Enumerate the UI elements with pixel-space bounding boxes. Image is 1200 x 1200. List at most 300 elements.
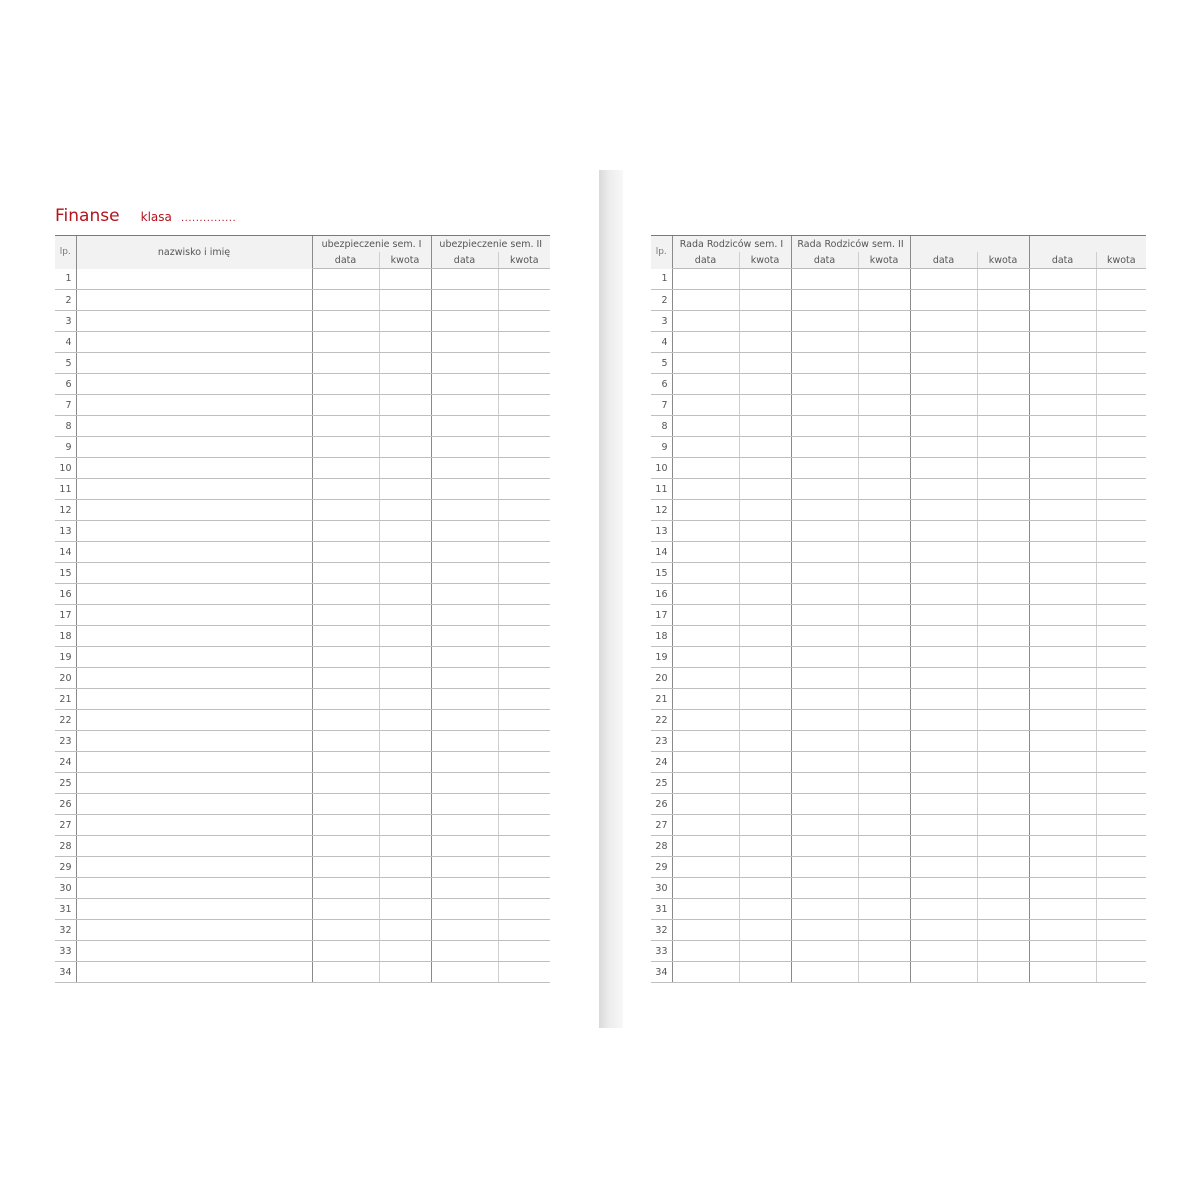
date-cell[interactable]: [791, 752, 858, 773]
date-cell[interactable]: [431, 920, 498, 941]
amount-cell[interactable]: [977, 836, 1029, 857]
date-cell[interactable]: [312, 668, 379, 689]
date-cell[interactable]: [672, 563, 739, 584]
amount-cell[interactable]: [739, 941, 791, 962]
amount-cell[interactable]: [739, 437, 791, 458]
name-cell[interactable]: [76, 668, 312, 689]
date-cell[interactable]: [431, 416, 498, 437]
amount-cell[interactable]: [379, 437, 431, 458]
date-cell[interactable]: [431, 458, 498, 479]
date-cell[interactable]: [312, 899, 379, 920]
amount-cell[interactable]: [977, 311, 1029, 332]
date-cell[interactable]: [910, 521, 977, 542]
amount-cell[interactable]: [1096, 437, 1146, 458]
date-cell[interactable]: [312, 941, 379, 962]
amount-cell[interactable]: [379, 962, 431, 983]
date-cell[interactable]: [431, 290, 498, 311]
date-cell[interactable]: [791, 290, 858, 311]
amount-cell[interactable]: [379, 689, 431, 710]
date-cell[interactable]: [910, 395, 977, 416]
date-cell[interactable]: [431, 563, 498, 584]
amount-cell[interactable]: [1096, 311, 1146, 332]
amount-cell[interactable]: [498, 857, 550, 878]
amount-cell[interactable]: [1096, 857, 1146, 878]
amount-cell[interactable]: [379, 668, 431, 689]
date-cell[interactable]: [672, 731, 739, 752]
amount-cell[interactable]: [498, 626, 550, 647]
date-cell[interactable]: [312, 920, 379, 941]
date-cell[interactable]: [1029, 878, 1096, 899]
date-cell[interactable]: [791, 542, 858, 563]
amount-cell[interactable]: [1096, 584, 1146, 605]
date-cell[interactable]: [1029, 920, 1096, 941]
date-cell[interactable]: [431, 752, 498, 773]
amount-cell[interactable]: [739, 374, 791, 395]
amount-cell[interactable]: [858, 815, 910, 836]
amount-cell[interactable]: [977, 416, 1029, 437]
date-cell[interactable]: [910, 920, 977, 941]
date-cell[interactable]: [672, 605, 739, 626]
amount-cell[interactable]: [1096, 458, 1146, 479]
date-cell[interactable]: [672, 458, 739, 479]
amount-cell[interactable]: [1096, 773, 1146, 794]
date-cell[interactable]: [791, 731, 858, 752]
date-cell[interactable]: [672, 962, 739, 983]
date-cell[interactable]: [910, 269, 977, 290]
date-cell[interactable]: [1029, 311, 1096, 332]
date-cell[interactable]: [431, 584, 498, 605]
name-cell[interactable]: [76, 353, 312, 374]
amount-cell[interactable]: [977, 605, 1029, 626]
date-cell[interactable]: [672, 311, 739, 332]
amount-cell[interactable]: [977, 479, 1029, 500]
amount-cell[interactable]: [498, 458, 550, 479]
date-cell[interactable]: [791, 962, 858, 983]
name-cell[interactable]: [76, 437, 312, 458]
amount-cell[interactable]: [858, 710, 910, 731]
amount-cell[interactable]: [1096, 794, 1146, 815]
name-cell[interactable]: [76, 395, 312, 416]
date-cell[interactable]: [431, 815, 498, 836]
date-cell[interactable]: [791, 689, 858, 710]
amount-cell[interactable]: [498, 794, 550, 815]
amount-cell[interactable]: [1096, 626, 1146, 647]
date-cell[interactable]: [672, 794, 739, 815]
amount-cell[interactable]: [1096, 941, 1146, 962]
amount-cell[interactable]: [1096, 668, 1146, 689]
date-cell[interactable]: [672, 395, 739, 416]
date-cell[interactable]: [791, 920, 858, 941]
date-cell[interactable]: [672, 332, 739, 353]
amount-cell[interactable]: [977, 794, 1029, 815]
date-cell[interactable]: [1029, 437, 1096, 458]
date-cell[interactable]: [910, 815, 977, 836]
amount-cell[interactable]: [858, 857, 910, 878]
date-cell[interactable]: [312, 689, 379, 710]
amount-cell[interactable]: [739, 458, 791, 479]
date-cell[interactable]: [312, 626, 379, 647]
date-cell[interactable]: [1029, 815, 1096, 836]
amount-cell[interactable]: [1096, 731, 1146, 752]
amount-cell[interactable]: [498, 899, 550, 920]
amount-cell[interactable]: [739, 563, 791, 584]
amount-cell[interactable]: [1096, 962, 1146, 983]
amount-cell[interactable]: [379, 773, 431, 794]
amount-cell[interactable]: [858, 437, 910, 458]
name-cell[interactable]: [76, 584, 312, 605]
date-cell[interactable]: [791, 458, 858, 479]
amount-cell[interactable]: [498, 542, 550, 563]
date-cell[interactable]: [672, 836, 739, 857]
name-cell[interactable]: [76, 311, 312, 332]
date-cell[interactable]: [431, 605, 498, 626]
amount-cell[interactable]: [379, 647, 431, 668]
amount-cell[interactable]: [379, 857, 431, 878]
date-cell[interactable]: [1029, 689, 1096, 710]
date-cell[interactable]: [910, 626, 977, 647]
amount-cell[interactable]: [858, 584, 910, 605]
date-cell[interactable]: [910, 479, 977, 500]
amount-cell[interactable]: [498, 416, 550, 437]
amount-cell[interactable]: [379, 311, 431, 332]
name-cell[interactable]: [76, 542, 312, 563]
date-cell[interactable]: [431, 479, 498, 500]
amount-cell[interactable]: [1096, 353, 1146, 374]
amount-cell[interactable]: [1096, 500, 1146, 521]
amount-cell[interactable]: [977, 290, 1029, 311]
amount-cell[interactable]: [739, 626, 791, 647]
date-cell[interactable]: [431, 542, 498, 563]
amount-cell[interactable]: [1096, 542, 1146, 563]
date-cell[interactable]: [1029, 458, 1096, 479]
date-cell[interactable]: [312, 962, 379, 983]
date-cell[interactable]: [312, 290, 379, 311]
amount-cell[interactable]: [977, 878, 1029, 899]
amount-cell[interactable]: [498, 353, 550, 374]
date-cell[interactable]: [1029, 395, 1096, 416]
date-cell[interactable]: [791, 479, 858, 500]
date-cell[interactable]: [1029, 857, 1096, 878]
amount-cell[interactable]: [498, 584, 550, 605]
date-cell[interactable]: [1029, 794, 1096, 815]
amount-cell[interactable]: [379, 836, 431, 857]
amount-cell[interactable]: [977, 731, 1029, 752]
amount-cell[interactable]: [977, 815, 1029, 836]
amount-cell[interactable]: [739, 668, 791, 689]
date-cell[interactable]: [1029, 521, 1096, 542]
date-cell[interactable]: [791, 878, 858, 899]
amount-cell[interactable]: [858, 731, 910, 752]
date-cell[interactable]: [312, 416, 379, 437]
name-cell[interactable]: [76, 920, 312, 941]
date-cell[interactable]: [910, 647, 977, 668]
amount-cell[interactable]: [379, 563, 431, 584]
name-cell[interactable]: [76, 941, 312, 962]
name-cell[interactable]: [76, 374, 312, 395]
date-cell[interactable]: [672, 773, 739, 794]
name-cell[interactable]: [76, 626, 312, 647]
date-cell[interactable]: [672, 941, 739, 962]
name-cell[interactable]: [76, 962, 312, 983]
date-cell[interactable]: [910, 353, 977, 374]
name-cell[interactable]: [76, 710, 312, 731]
date-cell[interactable]: [910, 752, 977, 773]
date-cell[interactable]: [312, 479, 379, 500]
date-cell[interactable]: [910, 668, 977, 689]
date-cell[interactable]: [791, 794, 858, 815]
amount-cell[interactable]: [977, 521, 1029, 542]
amount-cell[interactable]: [739, 605, 791, 626]
amount-cell[interactable]: [379, 479, 431, 500]
amount-cell[interactable]: [739, 962, 791, 983]
amount-cell[interactable]: [977, 542, 1029, 563]
date-cell[interactable]: [1029, 731, 1096, 752]
amount-cell[interactable]: [498, 836, 550, 857]
amount-cell[interactable]: [739, 500, 791, 521]
amount-cell[interactable]: [1096, 815, 1146, 836]
amount-cell[interactable]: [1096, 563, 1146, 584]
amount-cell[interactable]: [498, 773, 550, 794]
amount-cell[interactable]: [498, 269, 550, 290]
date-cell[interactable]: [672, 899, 739, 920]
date-cell[interactable]: [1029, 584, 1096, 605]
date-cell[interactable]: [312, 857, 379, 878]
date-cell[interactable]: [431, 647, 498, 668]
amount-cell[interactable]: [498, 290, 550, 311]
date-cell[interactable]: [672, 815, 739, 836]
name-cell[interactable]: [76, 815, 312, 836]
amount-cell[interactable]: [1096, 479, 1146, 500]
amount-cell[interactable]: [739, 794, 791, 815]
date-cell[interactable]: [1029, 962, 1096, 983]
name-cell[interactable]: [76, 836, 312, 857]
date-cell[interactable]: [431, 395, 498, 416]
date-cell[interactable]: [791, 332, 858, 353]
name-cell[interactable]: [76, 773, 312, 794]
amount-cell[interactable]: [739, 311, 791, 332]
date-cell[interactable]: [1029, 374, 1096, 395]
amount-cell[interactable]: [498, 521, 550, 542]
amount-cell[interactable]: [379, 416, 431, 437]
date-cell[interactable]: [791, 815, 858, 836]
amount-cell[interactable]: [498, 647, 550, 668]
amount-cell[interactable]: [739, 878, 791, 899]
date-cell[interactable]: [312, 647, 379, 668]
date-cell[interactable]: [431, 626, 498, 647]
amount-cell[interactable]: [1096, 605, 1146, 626]
amount-cell[interactable]: [1096, 416, 1146, 437]
date-cell[interactable]: [672, 269, 739, 290]
date-cell[interactable]: [791, 416, 858, 437]
amount-cell[interactable]: [858, 689, 910, 710]
date-cell[interactable]: [910, 605, 977, 626]
name-cell[interactable]: [76, 752, 312, 773]
date-cell[interactable]: [312, 332, 379, 353]
date-cell[interactable]: [672, 920, 739, 941]
amount-cell[interactable]: [977, 752, 1029, 773]
amount-cell[interactable]: [858, 941, 910, 962]
amount-cell[interactable]: [858, 290, 910, 311]
date-cell[interactable]: [312, 584, 379, 605]
date-cell[interactable]: [672, 752, 739, 773]
name-cell[interactable]: [76, 332, 312, 353]
amount-cell[interactable]: [379, 878, 431, 899]
amount-cell[interactable]: [498, 395, 550, 416]
amount-cell[interactable]: [858, 479, 910, 500]
amount-cell[interactable]: [739, 857, 791, 878]
date-cell[interactable]: [431, 794, 498, 815]
date-cell[interactable]: [1029, 416, 1096, 437]
amount-cell[interactable]: [379, 605, 431, 626]
amount-cell[interactable]: [498, 500, 550, 521]
name-cell[interactable]: [76, 731, 312, 752]
amount-cell[interactable]: [858, 374, 910, 395]
amount-cell[interactable]: [858, 353, 910, 374]
date-cell[interactable]: [791, 521, 858, 542]
date-cell[interactable]: [1029, 752, 1096, 773]
date-cell[interactable]: [312, 710, 379, 731]
date-cell[interactable]: [672, 668, 739, 689]
date-cell[interactable]: [312, 752, 379, 773]
amount-cell[interactable]: [858, 521, 910, 542]
amount-cell[interactable]: [739, 689, 791, 710]
date-cell[interactable]: [910, 962, 977, 983]
date-cell[interactable]: [1029, 773, 1096, 794]
amount-cell[interactable]: [498, 563, 550, 584]
date-cell[interactable]: [312, 353, 379, 374]
date-cell[interactable]: [1029, 941, 1096, 962]
amount-cell[interactable]: [977, 269, 1029, 290]
date-cell[interactable]: [672, 857, 739, 878]
amount-cell[interactable]: [858, 836, 910, 857]
amount-cell[interactable]: [379, 500, 431, 521]
date-cell[interactable]: [312, 437, 379, 458]
amount-cell[interactable]: [739, 269, 791, 290]
amount-cell[interactable]: [498, 668, 550, 689]
date-cell[interactable]: [431, 269, 498, 290]
amount-cell[interactable]: [379, 899, 431, 920]
date-cell[interactable]: [791, 269, 858, 290]
amount-cell[interactable]: [977, 899, 1029, 920]
date-cell[interactable]: [672, 626, 739, 647]
date-cell[interactable]: [791, 584, 858, 605]
amount-cell[interactable]: [1096, 878, 1146, 899]
name-cell[interactable]: [76, 605, 312, 626]
date-cell[interactable]: [910, 710, 977, 731]
amount-cell[interactable]: [739, 647, 791, 668]
amount-cell[interactable]: [1096, 374, 1146, 395]
amount-cell[interactable]: [379, 710, 431, 731]
date-cell[interactable]: [791, 353, 858, 374]
amount-cell[interactable]: [858, 395, 910, 416]
amount-cell[interactable]: [1096, 521, 1146, 542]
amount-cell[interactable]: [858, 605, 910, 626]
date-cell[interactable]: [910, 500, 977, 521]
date-cell[interactable]: [431, 878, 498, 899]
amount-cell[interactable]: [739, 752, 791, 773]
amount-cell[interactable]: [977, 626, 1029, 647]
amount-cell[interactable]: [739, 353, 791, 374]
amount-cell[interactable]: [977, 584, 1029, 605]
amount-cell[interactable]: [379, 290, 431, 311]
amount-cell[interactable]: [379, 353, 431, 374]
amount-cell[interactable]: [858, 332, 910, 353]
date-cell[interactable]: [910, 458, 977, 479]
name-cell[interactable]: [76, 899, 312, 920]
date-cell[interactable]: [672, 353, 739, 374]
amount-cell[interactable]: [739, 899, 791, 920]
date-cell[interactable]: [791, 500, 858, 521]
date-cell[interactable]: [431, 332, 498, 353]
amount-cell[interactable]: [1096, 710, 1146, 731]
amount-cell[interactable]: [739, 920, 791, 941]
amount-cell[interactable]: [858, 563, 910, 584]
date-cell[interactable]: [431, 521, 498, 542]
amount-cell[interactable]: [498, 311, 550, 332]
date-cell[interactable]: [312, 815, 379, 836]
amount-cell[interactable]: [858, 542, 910, 563]
date-cell[interactable]: [910, 773, 977, 794]
date-cell[interactable]: [431, 500, 498, 521]
amount-cell[interactable]: [1096, 332, 1146, 353]
amount-cell[interactable]: [498, 437, 550, 458]
date-cell[interactable]: [910, 563, 977, 584]
date-cell[interactable]: [672, 500, 739, 521]
date-cell[interactable]: [791, 710, 858, 731]
amount-cell[interactable]: [498, 374, 550, 395]
date-cell[interactable]: [312, 311, 379, 332]
date-cell[interactable]: [910, 899, 977, 920]
amount-cell[interactable]: [977, 668, 1029, 689]
date-cell[interactable]: [1029, 500, 1096, 521]
amount-cell[interactable]: [379, 332, 431, 353]
date-cell[interactable]: [312, 836, 379, 857]
date-cell[interactable]: [312, 374, 379, 395]
name-cell[interactable]: [76, 878, 312, 899]
amount-cell[interactable]: [977, 374, 1029, 395]
name-cell[interactable]: [76, 689, 312, 710]
amount-cell[interactable]: [858, 668, 910, 689]
amount-cell[interactable]: [498, 920, 550, 941]
amount-cell[interactable]: [858, 626, 910, 647]
amount-cell[interactable]: [858, 899, 910, 920]
amount-cell[interactable]: [977, 920, 1029, 941]
amount-cell[interactable]: [379, 269, 431, 290]
amount-cell[interactable]: [977, 689, 1029, 710]
date-cell[interactable]: [312, 878, 379, 899]
date-cell[interactable]: [1029, 647, 1096, 668]
amount-cell[interactable]: [858, 416, 910, 437]
amount-cell[interactable]: [739, 710, 791, 731]
date-cell[interactable]: [672, 584, 739, 605]
date-cell[interactable]: [910, 836, 977, 857]
amount-cell[interactable]: [977, 962, 1029, 983]
date-cell[interactable]: [910, 857, 977, 878]
date-cell[interactable]: [910, 437, 977, 458]
date-cell[interactable]: [910, 416, 977, 437]
date-cell[interactable]: [1029, 626, 1096, 647]
amount-cell[interactable]: [858, 920, 910, 941]
date-cell[interactable]: [1029, 899, 1096, 920]
amount-cell[interactable]: [858, 962, 910, 983]
name-cell[interactable]: [76, 521, 312, 542]
amount-cell[interactable]: [1096, 647, 1146, 668]
name-cell[interactable]: [76, 479, 312, 500]
amount-cell[interactable]: [739, 416, 791, 437]
date-cell[interactable]: [791, 899, 858, 920]
date-cell[interactable]: [431, 836, 498, 857]
date-cell[interactable]: [312, 563, 379, 584]
